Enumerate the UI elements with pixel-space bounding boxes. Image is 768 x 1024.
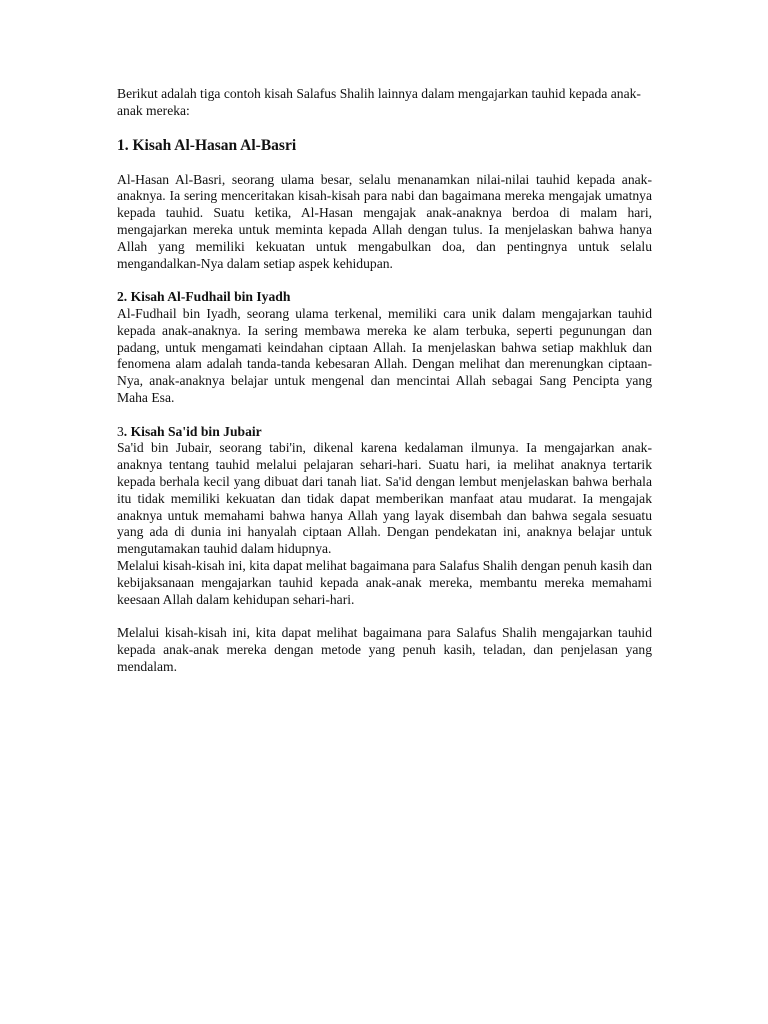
section2-heading: 2. Kisah Al-Fudhail bin Iyadh	[117, 289, 291, 305]
section2-body: Al-Fudhail bin Iyadh, seorang ulama terkenal, memiliki cara unik dalam mengajarkan tauhid kepada anak-anaknya. Ia sering membawa mereka ke alam terbuka, seperti pegunungan dan padang, untuk mengamati keindahan ciptaan Allah. Ia menjelaskan bahwa setiap makhluk dan fenomena alam adalah tanda-tanda kebesaran Allah. Dengan melihat dan merenungkan ciptaan-Nya, anak-anaknya belajar untuk mengenal dan mencintai Allah sebagai Sang Pencipta yang Maha Esa.	[117, 305, 652, 405]
closing-paragraph: Melalui kisah-kisah ini, kita dapat melihat bagaimana para Salafus Shalih mengajarkan tauhid kepada anak-anak mereka dengan metode yang penuh kasih, teladan, dan penjelasan yang mendalam.	[117, 625, 652, 674]
section3-heading-text: . Kisah Sa'id bin Jubair	[123, 423, 262, 439]
section3-body: Sa'id bin Jubair, seorang tabi'in, dikenal karena kedalaman ilmunya. Ia mengajarkan anak-anaknya tentang tauhid melalui pelajaran sehari-hari. Suatu hari, ia melihat anaknya tertarik kepada berhala kecil yang dibuat dari tanah liat. Sa'id dengan lembut menjelaskan bahwa berhala itu tidak memiliki kekuatan dan tidak dapat memberikan manfaat atau mudarat. Ia mengajak anaknya untuk memahami bahwa hanya Allah yang layak disembah dan bahwa segala sesuatu yang ada di dunia ini hanyalah ciptaan Allah. Dengan pendekatan ini, anaknya belajar untuk mengutamakan tauhid dalam hidupnya.	[117, 440, 652, 557]
section3-summary: Melalui kisah-kisah ini, kita dapat melihat bagaimana para Salafus Shalih dengan penuh kasih dan kebijaksanaan mengajarkan tauhid kepada anak-anak mereka, membantu mereka memahami keesaan Allah dalam kehidupan sehari-hari.	[117, 557, 652, 607]
section1-body: Al-Hasan Al-Basri, seorang ulama besar, selalu menanamkan nilai-nilai tauhid kepada anak-anaknya. Ia sering menceritakan kisah-kisah para nabi dan bagaimana mereka mengajak umatnya kepada tauhid. Suatu ketika, Al-Hasan mengajak anak-anaknya berdoa di malam hari, mengajarkan mereka untuk meminta kepada Allah dengan tulus. Ia menjelaskan bahwa hanya Allah yang memiliki kekuatan untuk mengabulkan doa, dan pentingnya untuk selalu mengandalkan-Nya dalam setiap aspek kehidupan.	[117, 171, 652, 271]
section1-heading: 1. Kisah Al-Hasan Al-Basri	[117, 136, 297, 154]
section3-heading-number: 3	[117, 423, 124, 439]
section3-heading	[117, 424, 652, 441]
document-page	[117, 86, 652, 676]
intro-paragraph: Berikut adalah tiga contoh kisah Salafus Shalih lainnya dalam mengajarkan tauhid kepada anak-anak mereka:	[117, 86, 641, 118]
